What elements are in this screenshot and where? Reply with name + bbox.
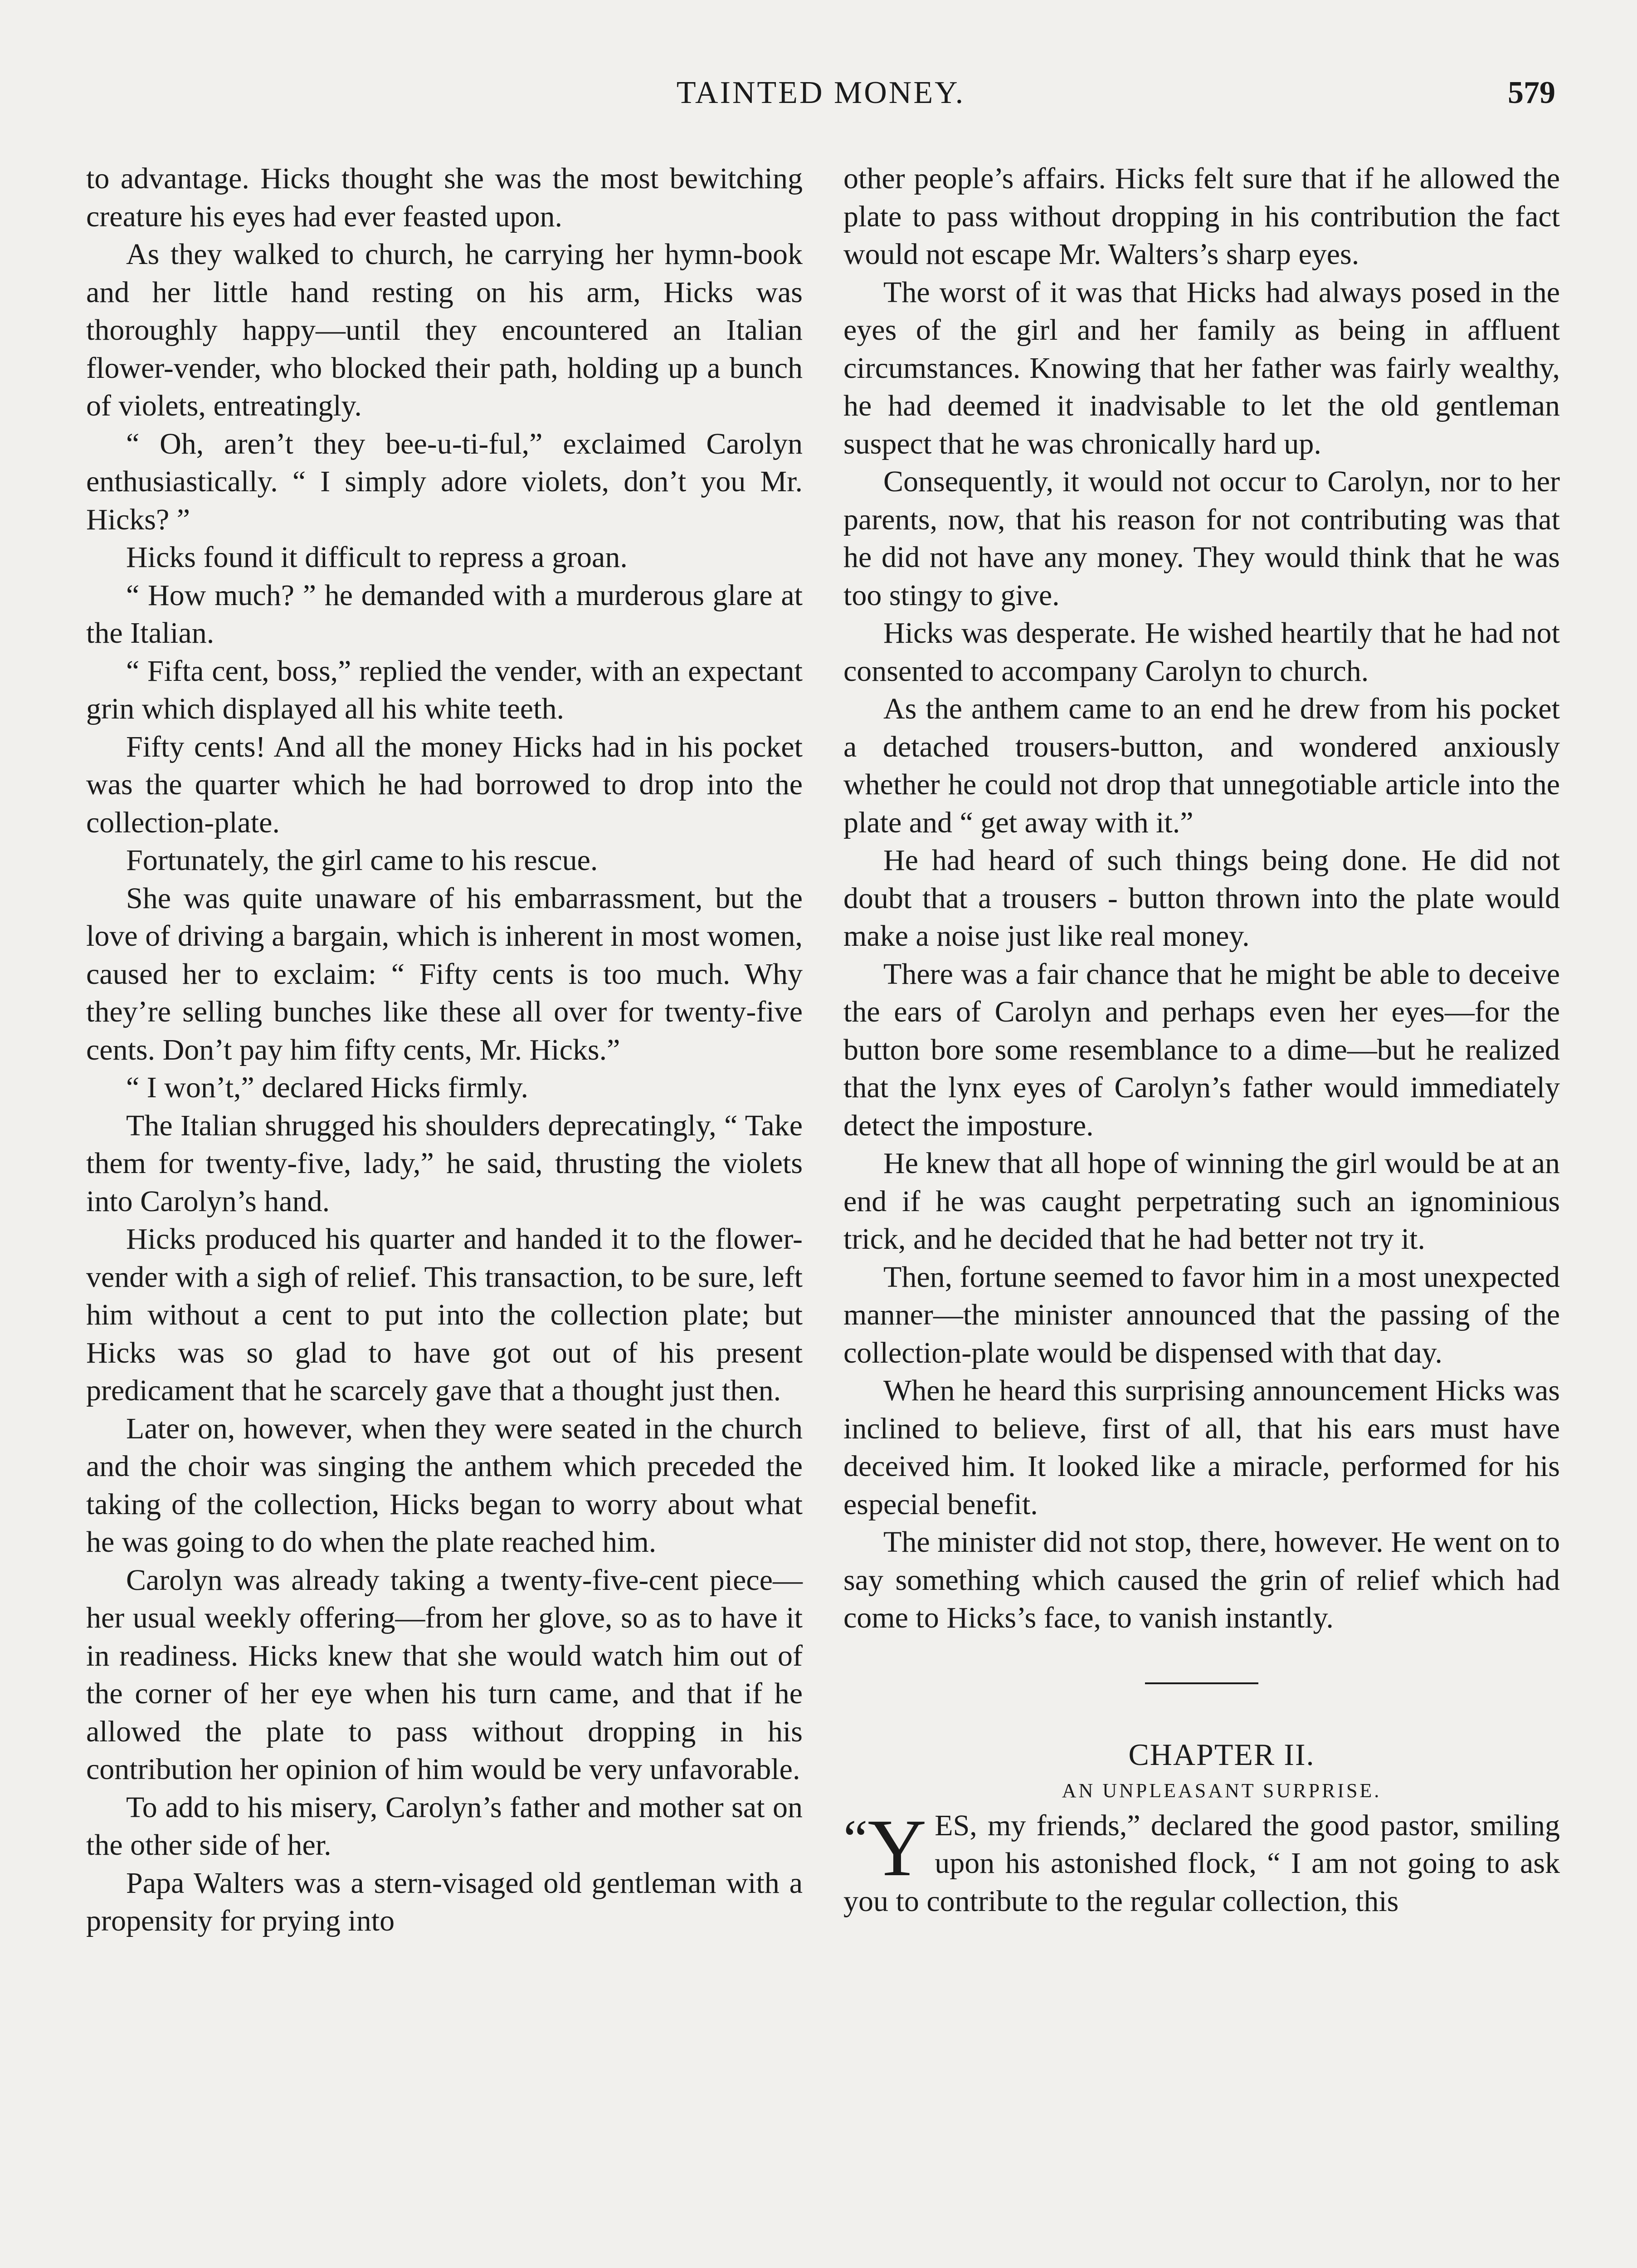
paragraph: There was a fair chance that he might be able to deceive the ears of Carolyn and perhaps even her eyes—for the button bore some resemblance to a dime—but he realized that the lynx eyes of Carolyn’s father would immediately detect the imposture.: [843, 957, 1560, 1142]
paragraph: Later on, however, when they were seated in the church and the choir was singing the anthem which preceded the taking of the collection, Hicks began to worry about what he was going to do when the plate reached him.: [86, 1412, 803, 1559]
paragraph: Fifty cents! And all the money Hicks had in his pocket was the quarter which he had borrowed to drop into the collection-plate.: [86, 730, 803, 839]
paragraph: The Italian shrugged his shoulders deprecatingly, “ Take them for twenty-five, lady,” he said, thrusting the violets into Carolyn’s hand.: [86, 1109, 803, 1218]
paragraph: To add to his misery, Carolyn’s father and mother sat on the other side of her.: [86, 1790, 803, 1862]
right-column: [843, 160, 1560, 1920]
paragraph: Then, fortune seemed to favor him in a most unexpected manner—the minister announced that the passing of the collection-plate would be dispensed with that day.: [843, 1260, 1560, 1369]
drop-cap: [843, 1802, 927, 1893]
paragraph: He had heard of such things being done. He did not doubt that a trousers - button thrown into the plate would make a noise just like real money.: [843, 844, 1560, 953]
running-title: TAINTED MONEY.: [676, 75, 965, 110]
chapter-subtitle: AN UNPLEASANT SURPRISE.: [1062, 1779, 1382, 1802]
section-divider: [1145, 1682, 1258, 1684]
chapter-heading: CHAPTER II.: [1128, 1737, 1315, 1772]
paragraph: As the anthem came to an end he drew from his pocket a detached trousers-button, and wondered anxiously whether he could not drop that unnegotiable article into the plate and “ get away with it.”: [843, 692, 1560, 839]
paragraph: She was quite unaware of his embarrassment, but the love of driving a bargain, which is inherent in most women, caused her to exclaim: “ Fifty cents is too much. Why they’re selling bunches like these all over for twenty-five cents. Don’t pay him fifty cents, Mr. Hicks.”: [86, 881, 803, 1066]
drop-cap-quote: “: [843, 1808, 868, 1869]
paragraph: Carolyn was already taking a twenty-five-cent piece—her usual weekly offering—from her glove, so as to have it in readiness. Hicks knew that she would watch him out of the corner of her eye when his turn came, and that if he allowed the plate to pass without dropping in his contribution her opinion of him would be very unfavorable.: [86, 1563, 803, 1786]
paragraph: As they walked to church, he carrying her hymn-book and her little hand resting on his arm, Hicks was thoroughly happy—until they encountered an Italian flower-vender, who blocked their path, holding up a bunch of violets, entreatingly.: [86, 238, 803, 422]
paragraph: He knew that all hope of winning the girl would be at an end if he was caught perpetrating such an ignominious trick, and he decided that he had better not try it.: [843, 1147, 1560, 1256]
paragraph: “ Fifta cent, boss,” replied the vender, with an expectant grin which displayed all his white teeth.: [86, 654, 803, 725]
chapter-opening-paragraph: [843, 1802, 1560, 1921]
paragraph: Hicks was desperate. He wished heartily that he had not consented to accompany Carolyn to church.: [843, 616, 1560, 688]
paragraph: The minister did not stop, there, however. He went on to say something which caused the grin of relief which had come to Hicks’s face, to vanish instantly.: [843, 1525, 1560, 1634]
paragraph: Hicks produced his quarter and handed it to the flower-vender with a sigh of relief. This transaction, to be sure, left him without a cent to put into the collection plate; but Hicks was so glad to have got out of his present predicament that he scarcely gave that a thought just then.: [86, 1222, 803, 1407]
paragraph: “ I won’t,” declared Hicks firmly.: [126, 1071, 529, 1104]
paragraph: “ How much? ” he demanded with a murderous glare at the Italian.: [86, 578, 803, 650]
paragraph: Hicks found it difficult to repress a groan.: [126, 541, 628, 574]
drop-cap-letter: Y: [867, 1802, 927, 1893]
page-number: 579: [1508, 75, 1555, 110]
paragraph: Papa Walters was a stern-visaged old gentleman with a propensity for prying into: [86, 1866, 803, 1937]
paragraph: Fortunately, the girl came to his rescue.: [126, 844, 598, 877]
running-head: [86, 68, 1555, 118]
continued-paragraph: other people’s affairs. Hicks felt sure that if he allowed the plate to pass without dropping in his contribution the fact would not escape Mr. Walters’s sharp eyes.: [843, 162, 1560, 271]
left-column: [86, 160, 803, 1940]
chapter-opening-text: ES, my friends,” declared the good pastor, smiling upon his astonished flock, “ I am not going to ask you to contribute to the regular collection, this: [843, 1809, 1560, 1918]
paragraph: Consequently, it would not occur to Carolyn, nor to her parents, now, that his reason for not contributing was that he did not have any money. They would think that he was too stingy to give.: [843, 465, 1560, 612]
paragraph: “ Oh, aren’t they bee-u-ti-ful,” exclaimed Carolyn enthusiastically. “ I simply adore violets, don’t you Mr. Hicks? ”: [86, 427, 803, 536]
paragraph: The worst of it was that Hicks had always posed in the eyes of the girl and her family as being in affluent circumstances. Knowing that her father was fairly wealthy, he had deemed it inadvisable to let the old gentleman suspect that he was chronically hard up.: [843, 275, 1560, 460]
paragraph: to advantage. Hicks thought she was the most bewitching creature his eyes had ever feasted upon.: [86, 162, 803, 233]
paragraph: When he heard this surprising announcement Hicks was inclined to believe, first of all, that his ears must have deceived him. It looked like a miracle, performed for his especial benefit.: [843, 1374, 1560, 1521]
